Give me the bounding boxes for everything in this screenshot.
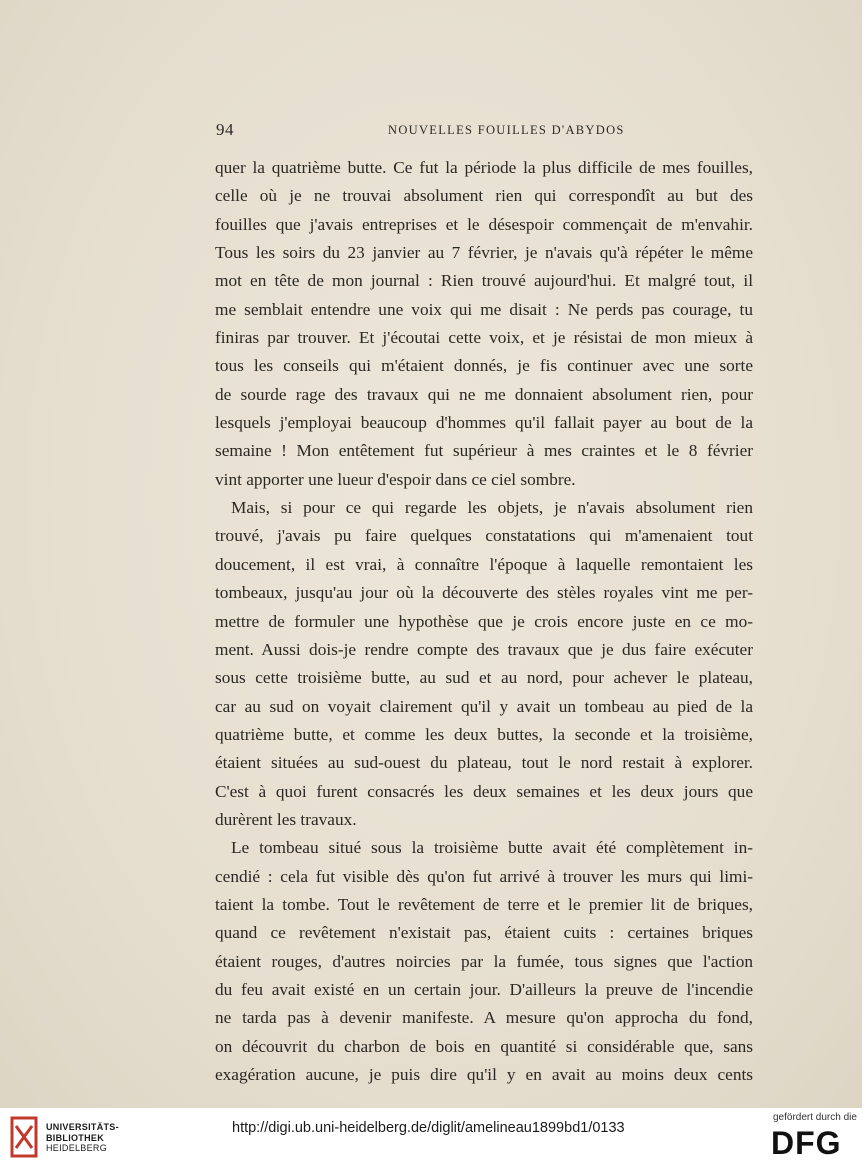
- university-library-logo-icon: [10, 1116, 38, 1158]
- text-line: me semblait entendre une voix qui me disait : Ne perds pas courage, tu: [215, 299, 753, 319]
- text-line: étaient rouges, d'autres noircies par la fumée, tous signes que l'action: [215, 951, 753, 971]
- text-line: cendié : cela fut visible dès qu'on fut arrivé à trouver les murs qui limi-: [215, 866, 753, 886]
- page-edge: [862, 0, 866, 1108]
- text-line: taient la tombe. Tout le revêtement de terre et le premier lit de briques,: [215, 894, 753, 914]
- text-line: étaient situées au sud-ouest du plateau, tout le nord restait à explorer.: [215, 753, 753, 773]
- text-line: ment. Aussi dois-je rendre compte des travaux que je dus faire exécuter: [215, 639, 753, 659]
- text-line: ne tarda pas à devenir manifeste. A mesure qu'on approcha du fond,: [215, 1008, 753, 1028]
- text-line: sous cette troisième butte, au sud et au nord, pour achever le plateau,: [215, 668, 753, 688]
- library-name-line1: UNIVERSITÄTS-: [46, 1122, 119, 1132]
- dfg-logo-icon: DFG: [771, 1125, 842, 1161]
- footer-bar: [0, 1108, 866, 1169]
- text-line: Le tombeau situé sous la troisième butte avait été complètement in-: [231, 838, 753, 858]
- text-line: quand ce revêtement n'existait pas, étaient cuits : certaines briques: [215, 923, 753, 943]
- text-line: celle où je ne trouvai absolument rien qui correspondît au but des: [215, 186, 753, 206]
- text-line: durèrent les travaux.: [215, 809, 357, 829]
- running-title: NOUVELLES FOUILLES D'ABYDOS: [388, 123, 625, 137]
- text-line: Mais, si pour ce qui regarde les objets, je n'avais absolument rien: [231, 498, 753, 518]
- text-line: car au sud on voyait clairement qu'il y avait un tombeau au pied de la: [215, 696, 753, 716]
- text-line: mettre de formuler une hypothèse que je crois encore juste en ce mo-: [215, 611, 753, 631]
- text-line: quatrième butte, et comme les deux buttes, la seconde et la troisième,: [215, 724, 753, 744]
- text-line: exagération aucune, je puis dire qu'il y en avait au moins deux cents: [215, 1065, 753, 1084]
- text-line: lesquels j'employai beaucoup d'hommes qu'il fallait payer au bout de la: [215, 413, 753, 433]
- text-line: fouilles que j'avais entreprises et le désespoir commençait de m'envahir.: [215, 214, 753, 234]
- text-line: vint apporter une lueur d'espoir dans ce ciel sombre.: [215, 469, 576, 489]
- text-line: doucement, il est vrai, à connaître l'époque à laquelle remontaient les: [215, 554, 753, 574]
- text-line: quer la quatrième butte. Ce fut la période la plus difficile de mes fouilles,: [215, 158, 753, 177]
- text-line: on découvrit du charbon de bois en quantité si considérable que, sans: [215, 1036, 753, 1056]
- body-text: [215, 154, 753, 1089]
- running-head: [216, 120, 753, 142]
- library-name: [46, 1122, 119, 1154]
- text-line: de sourde rage des travaux qui ne me donnaient absolument rien, pour: [215, 384, 753, 404]
- page-number: 94: [216, 120, 234, 139]
- funding-caption: gefördert durch die: [773, 1112, 857, 1123]
- text-line: trouvé, j'avais pu faire quelques constatations qui m'amenaient tout: [215, 526, 753, 546]
- text-line: du feu avait existé en un certain jour. D'ailleurs la preuve de l'incendie: [215, 979, 753, 999]
- text-line: Tous les soirs du 23 janvier au 7 février, je n'avais qu'à répéter le même: [215, 243, 753, 263]
- library-city: HEIDELBERG: [46, 1143, 108, 1153]
- text-line: C'est à quoi furent consacrés les deux semaines et les deux jours que: [215, 781, 753, 801]
- text-line: semaine ! Mon entêtement fut supérieur à mes craintes et le 8 février: [215, 441, 753, 461]
- text-line: tombeaux, jusqu'au jour où la découverte des stèles royales vint me per-: [215, 583, 753, 603]
- text-line: finiras par trouver. Et j'écoutai cette voix, et je résistai de mon mieux à: [215, 328, 753, 348]
- library-name-line2: BIBLIOTHEK: [46, 1132, 104, 1143]
- permalink-url[interactable]: http://digi.ub.uni-heidelberg.de/diglit/amelineau1899bd1/0133: [232, 1120, 625, 1136]
- text-line: tous les conseils qui m'étaient donnés, je fis continuer avec une sorte: [215, 356, 753, 376]
- text-line: mot en tête de mon journal : Rien trouvé aujourd'hui. Et malgré tout, il: [215, 271, 753, 291]
